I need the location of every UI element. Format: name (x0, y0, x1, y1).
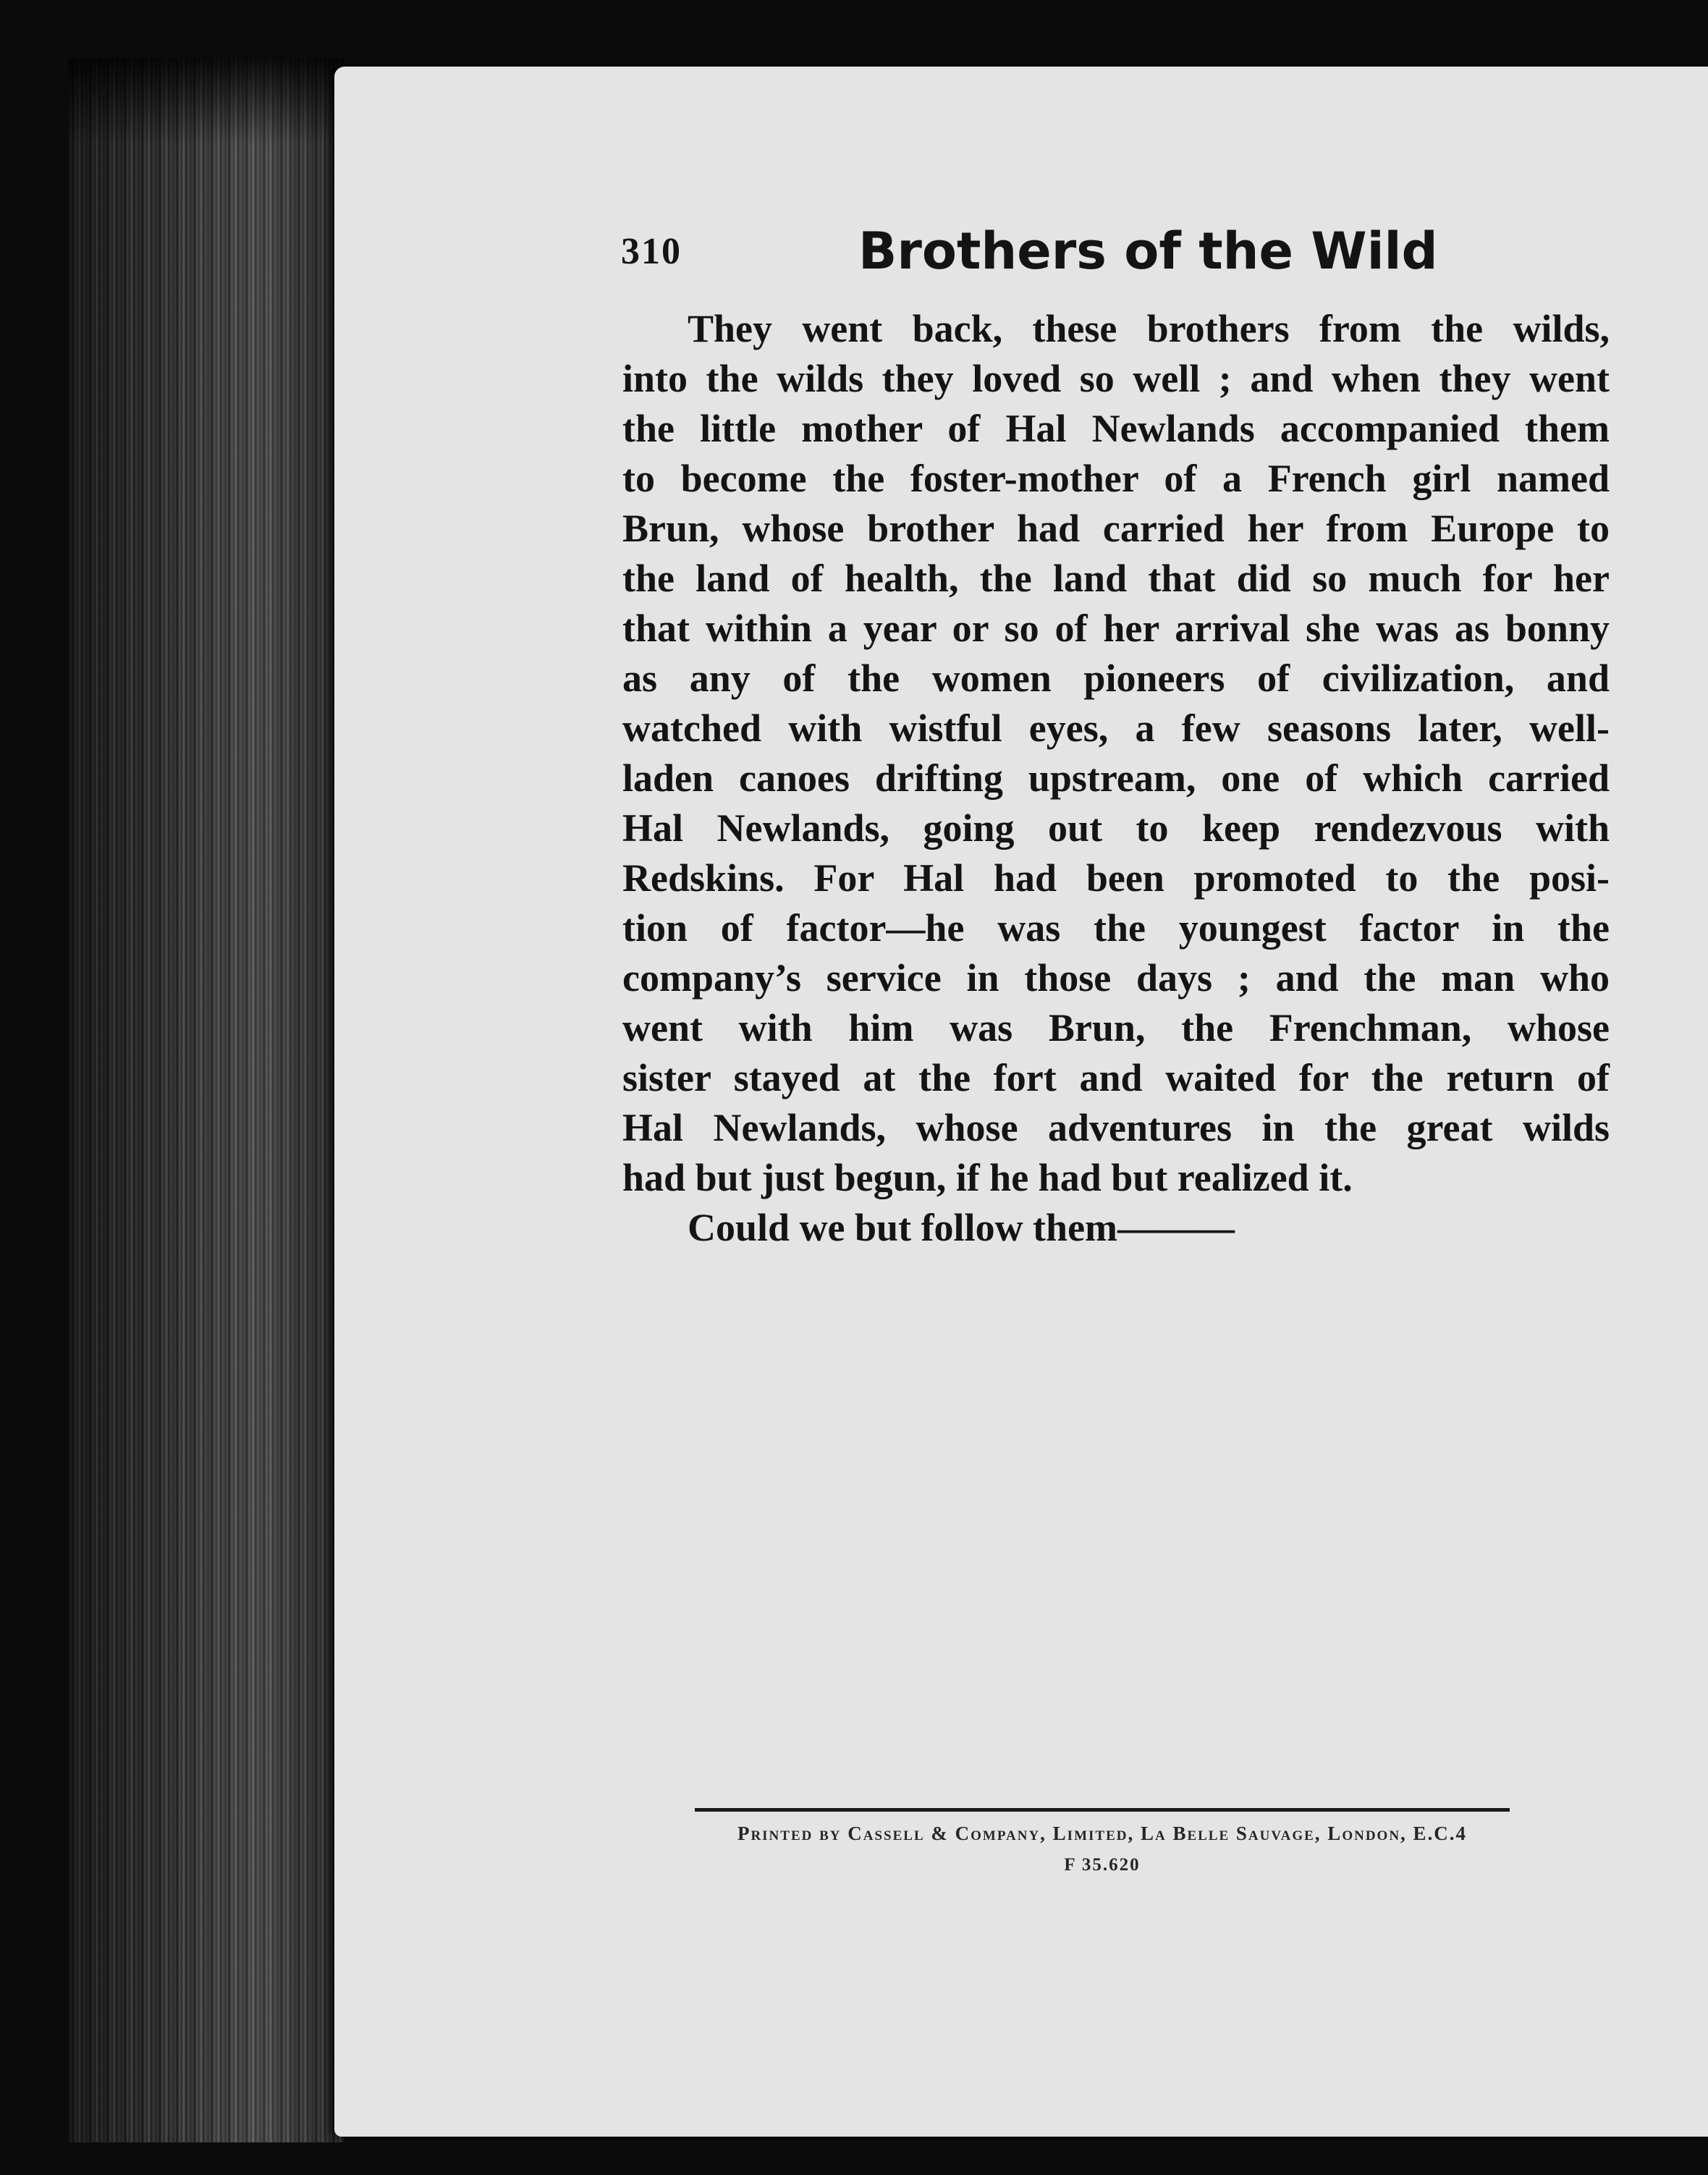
text-line: watched with wistful eyes, a few seasons later, well- (622, 706, 1610, 750)
text-line: to become the foster-mother of a French girl named (622, 457, 1610, 500)
text-line: Could we but follow them——— (688, 1206, 1235, 1249)
text-line: the little mother of Hal Newlands accompanied them (622, 407, 1610, 450)
print-code: F 35.620 (1064, 1855, 1141, 1875)
text-line: into the wilds they loved so well ; and when they went (622, 357, 1610, 400)
text-line: had but just begun, if he had but realized it. (622, 1156, 1353, 1199)
text-line: Hal Newlands, whose adventures in the great wilds (622, 1106, 1610, 1149)
text-line: sister stayed at the fort and waited for the return of (622, 1056, 1610, 1099)
text-line: Redskins. For Hal had been promoted to the posi- (622, 856, 1610, 900)
text-line: the land of health, the land that did so much for her (622, 557, 1610, 600)
text-line: as any of the women pioneers of civilization, and (622, 656, 1610, 700)
running-head: Brothers of the Wild (858, 221, 1438, 281)
text-line: Brun, whose brother had carried her from Europe to (622, 507, 1610, 550)
book-edge-top-shadow (69, 58, 344, 145)
printer-imprint: Printed by Cassell & Company, Limited, La Belle Sauvage, London, E.C.4 (737, 1823, 1468, 1844)
text-line: that within a year or so of her arrival she was as bonny (622, 607, 1610, 650)
book-edge-shading (69, 58, 344, 2142)
text-line: went with him was Brun, the Frenchman, whose (622, 1006, 1610, 1050)
body-text (622, 304, 1610, 1253)
text-line: laden canoes drifting upstream, one of which carried (622, 756, 1610, 800)
footer-rule (695, 1808, 1510, 1812)
page-number: 310 (621, 231, 682, 272)
text-line: They went back, these brothers from the wilds, (688, 307, 1610, 350)
text-line: company’s service in those days ; and the man who (622, 956, 1610, 1000)
text-line: tion of factor—he was the youngest factor in the (622, 906, 1610, 950)
text-line: Hal Newlands, going out to keep rendezvous with (622, 806, 1610, 850)
